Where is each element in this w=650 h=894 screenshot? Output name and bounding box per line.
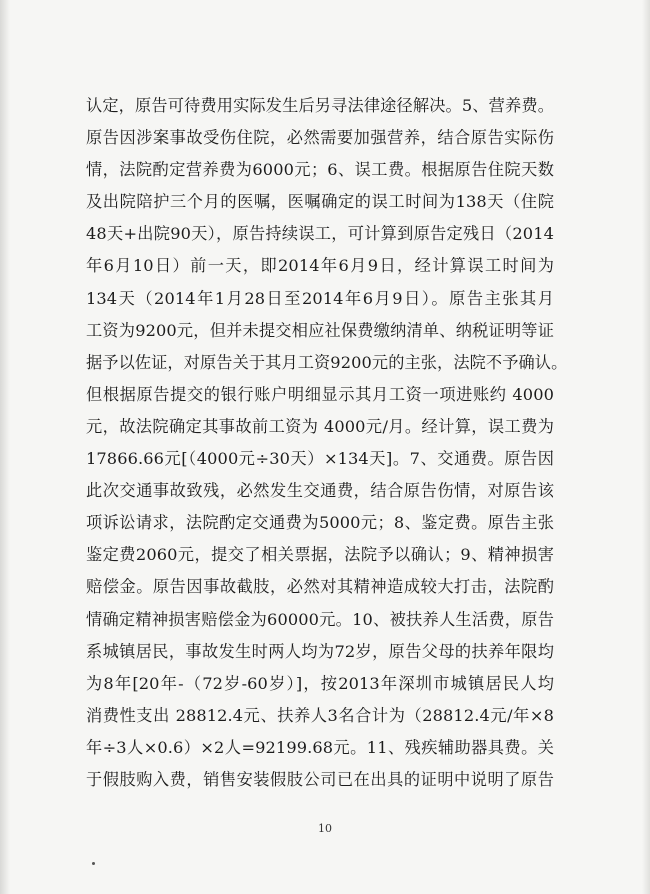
text-line: 情确定精神损害赔偿金为60000元。10、被扶养人生活费，原告	[86, 609, 554, 629]
text-line: 年6月10日）前一天，即2014年6月9日，经计算误工时间为	[86, 256, 554, 276]
text-line: 系城镇居民，事故发生时两人均为72岁，原告父母的扶养年限均	[86, 641, 554, 661]
text-line: 情，法院酌定营养费为6000元；6、误工费。根据原告住院天数	[86, 160, 554, 180]
text-line: 据予以佐证，对原告关于其月工资9200元的主张，法院不予确认。	[86, 352, 568, 372]
text-line: 原告因涉案事故受伤住院，必然需要加强营养，结合原告实际伤	[86, 128, 554, 148]
scan-edge-right	[642, 0, 650, 894]
text-line: 消费性支出 28812.4元、扶养人3名合计为（28812.4元/年×8	[86, 705, 554, 725]
text-line: 鉴定费2060元，提交了相关票据，法院予以确认；9、精神损害	[86, 545, 554, 565]
text-line: 但根据原告提交的银行账户明细显示其月工资一项进账约 4000	[86, 384, 554, 404]
scan-speck	[92, 862, 95, 865]
text-line: 年÷3人×0.6）×2人=92199.68元。11、残疾辅助器具费。关	[86, 737, 554, 757]
text-line: 赔偿金。原告因事故截肢，必然对其精神造成较大打击，法院酌	[86, 577, 554, 597]
text-line: 于假肢购入费，销售安装假肢公司已在出具的证明中说明了原告	[86, 769, 554, 789]
text-line: 48天+出院90天），原告持续误工，可计算到原告定残日（2014	[86, 224, 554, 244]
text-line: 此次交通事故致残，必然发生交通费，结合原告伤情，对原告该	[86, 481, 554, 501]
text-line: 元，故法院确定其事故前工资为 4000元/月。经计算，误工费为	[86, 416, 554, 436]
text-line: 工资为9200元，但并未提交相应社保费缴纳清单、纳税证明等证	[86, 320, 554, 340]
text-line: 及出院陪护三个月的医嘱，医嘱确定的误工时间为138天（住院	[86, 192, 554, 212]
page-number: 10	[318, 822, 332, 835]
text-line: 17866.66元[（4000元÷30天）×134天]。7、交通费。原告因	[86, 449, 554, 469]
text-line: 项诉讼请求，法院酌定交通费为5000元；8、鉴定费。原告主张	[86, 513, 554, 533]
text-line: 认定，原告可待费用实际发生后另寻法律途径解决。5、营养费。	[86, 96, 554, 115]
body-text	[86, 90, 568, 796]
text-line: 134天（2014年1月28日至2014年6月9日）。原告主张其月	[86, 288, 554, 308]
scan-edge-left	[0, 0, 10, 894]
text-line: 为8年[20年-（72岁-60岁）]，按2013年深圳市城镇居民人均	[86, 673, 554, 693]
